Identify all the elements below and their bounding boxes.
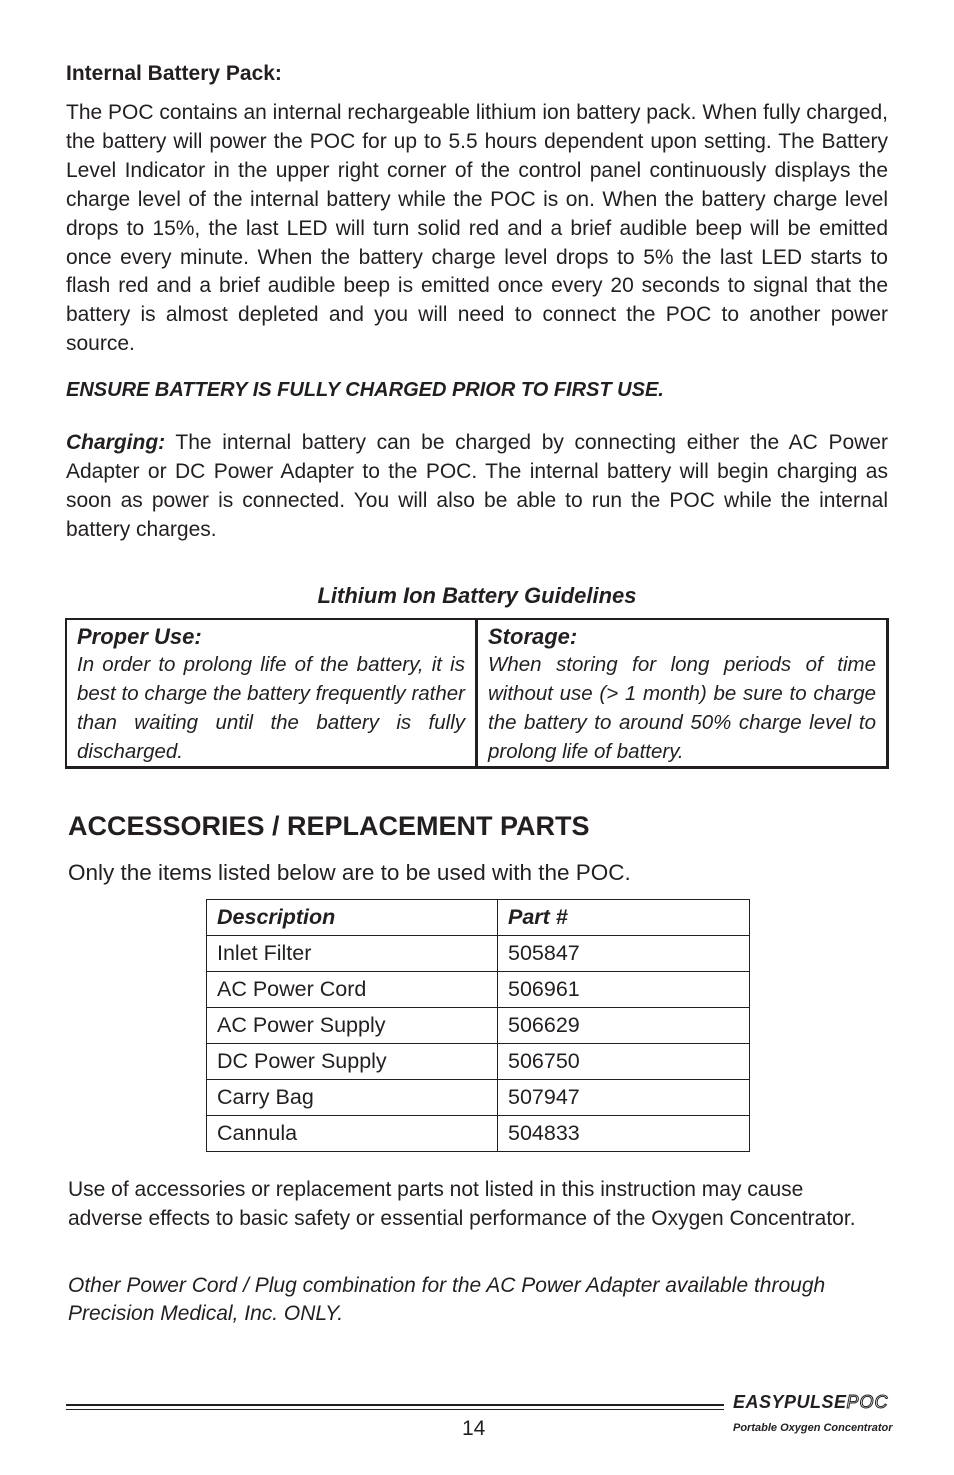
table-row bbox=[207, 936, 750, 972]
page-number: 14 bbox=[462, 1417, 486, 1440]
table-row bbox=[207, 1044, 750, 1080]
part-number: 505847 bbox=[498, 936, 750, 972]
part-description: Inlet Filter bbox=[207, 936, 498, 972]
charging-text: The internal battery can be charged by connecting either the AC Power Adapter or DC Power Adapter to the POC. The internal battery will begin charging as soon as power is connected. You will also be able to run the POC while the internal battery charges. bbox=[66, 431, 888, 541]
table-row bbox=[207, 1116, 750, 1152]
table-row bbox=[207, 1008, 750, 1044]
accessories-heading: ACCESSORIES / REPLACEMENT PARTS bbox=[68, 811, 590, 841]
charging-paragraph bbox=[66, 429, 888, 545]
part-number: 506629 bbox=[498, 1008, 750, 1044]
brand-tagline: Portable Oxygen Concentrator bbox=[733, 1422, 893, 1434]
part-number: 504833 bbox=[498, 1116, 750, 1152]
part-number: 506961 bbox=[498, 972, 750, 1008]
part-description: AC Power Supply bbox=[207, 1008, 498, 1044]
power-cord-note: Other Power Cord / Plug combination for the AC Power Adapter available through Precision Medical, Inc. ONLY. bbox=[68, 1274, 826, 1325]
footer-rule-bottom bbox=[66, 1409, 724, 1410]
part-description: AC Power Cord bbox=[207, 972, 498, 1008]
proper-use-text: In order to prolong life of the battery, it is best to charge the battery frequently rather than waiting until the battery is fully discharged. bbox=[77, 653, 465, 763]
brand-logo bbox=[733, 1392, 889, 1413]
parts-table bbox=[206, 899, 750, 1152]
guidelines-title: Lithium Ion Battery Guidelines bbox=[317, 583, 637, 608]
footer-rule-top bbox=[66, 1404, 724, 1406]
part-description: DC Power Supply bbox=[207, 1044, 498, 1080]
table-row bbox=[207, 1080, 750, 1116]
part-number: 506750 bbox=[498, 1044, 750, 1080]
battery-heading: Internal Battery Pack: bbox=[66, 62, 282, 85]
brand-main: EASYPULSE bbox=[733, 1392, 847, 1412]
charge-notice: ENSURE BATTERY IS FULLY CHARGED PRIOR TO FIRST USE. bbox=[66, 379, 664, 401]
guidelines-box bbox=[65, 618, 889, 769]
table-header-row bbox=[207, 900, 750, 936]
table-row bbox=[207, 972, 750, 1008]
proper-use-heading: Proper Use: bbox=[77, 624, 202, 649]
storage-cell bbox=[478, 620, 886, 766]
storage-heading: Storage: bbox=[488, 624, 578, 649]
part-description: Carry Bag bbox=[207, 1080, 498, 1116]
col-part-header: Part # bbox=[498, 900, 750, 936]
col-description-header: Description bbox=[207, 900, 498, 936]
brand-poc: POC bbox=[846, 1392, 889, 1412]
accessories-intro: Only the items listed below are to be used with the POC. bbox=[68, 860, 631, 885]
proper-use-cell bbox=[67, 620, 478, 766]
battery-paragraph: The POC contains an internal rechargeable lithium ion battery pack. When fully charged, the battery will power the POC for up to 5.5 hours dependent upon setting. The Battery Level Indicator in the upper right corner of the control panel continuously displays the charge level of the internal battery while the POC is on. When the battery charge level drops to 15%, the last LED will turn solid red and a brief audible beep will be emitted once every minute. When the battery charge level drops to 5% the last LED starts to flash red and a brief audible beep is emitted once every 20 seconds to signal that the battery is almost depleted and you will need to connect the POC to another power source. bbox=[66, 101, 888, 356]
storage-text: When storing for long periods of time without use (> 1 month) be sure to charge the battery to around 50% charge level to prolong life of battery. bbox=[488, 653, 876, 763]
part-number: 507947 bbox=[498, 1080, 750, 1116]
part-description: Cannula bbox=[207, 1116, 498, 1152]
accessories-warning: Use of accessories or replacement parts not listed in this instruction may cause adverse effects to basic safety or essential performance of the Oxygen Concentrator. bbox=[68, 1178, 856, 1230]
charging-label: Charging: bbox=[66, 431, 166, 454]
